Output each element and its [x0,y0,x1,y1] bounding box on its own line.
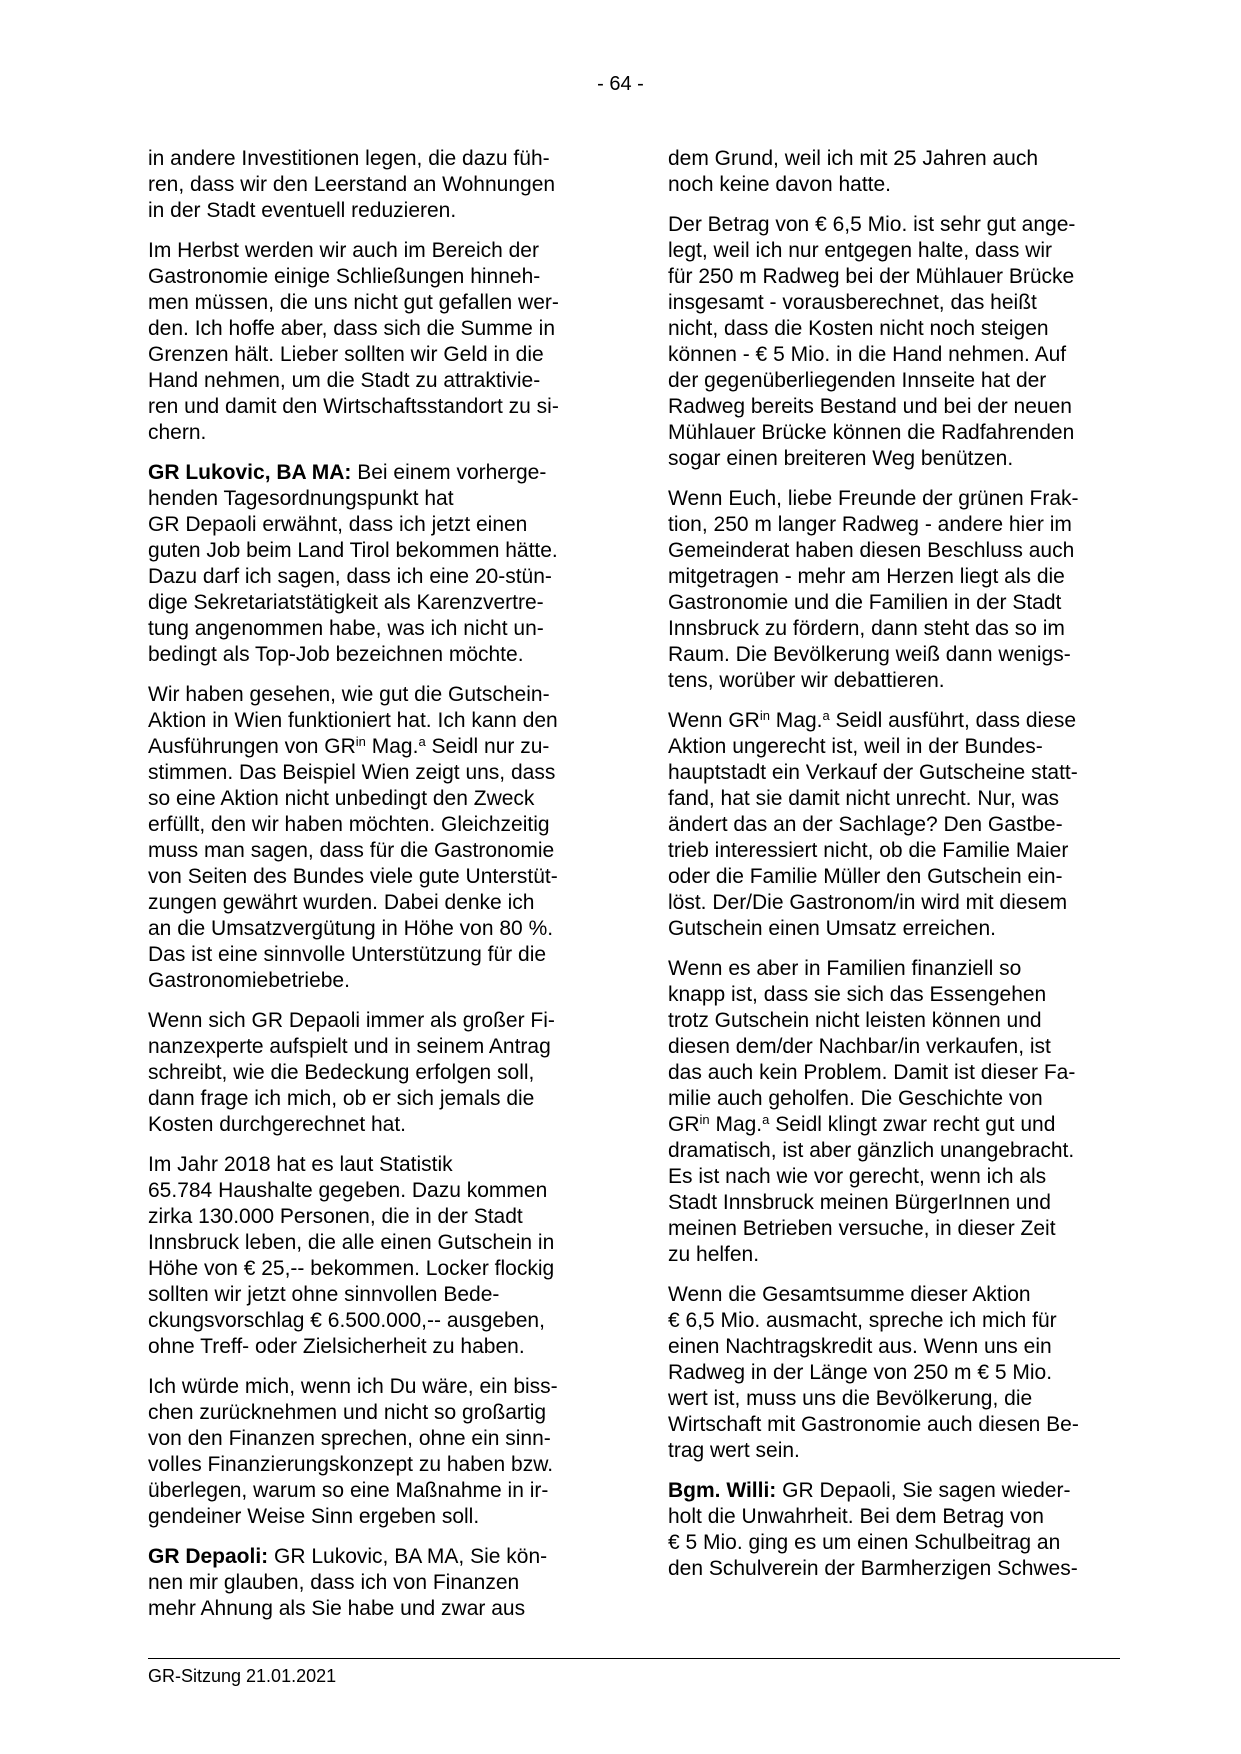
text-line: löst. Der/Die Gastronom/in wird mit diesem [668,891,1068,914]
text-line: Hand nehmen, um die Stadt zu attraktivie- [148,369,541,392]
paragraph [148,1008,600,1138]
text-line: Gemeinderat haben diesen Beschluss auch [668,539,1075,562]
text-line: GR Depaoli erwähnt, dass ich jetzt einen [148,513,528,536]
footer-session-date: GR-Sitzung 21.01.2021 [148,1666,337,1686]
paragraph [148,682,600,994]
paragraph [668,486,1120,694]
text-line: Gutschein einen Umsatz erreichen. [668,917,996,940]
text-line: meinen Betrieben versuche, in dieser Zeit [668,1217,1056,1240]
text-span: Ausführungen von GR [148,735,356,758]
text-line: können - € 5 Mio. in die Hand nehmen. Auf [668,343,1067,366]
text-line: gendeiner Weise Sinn ergeben soll. [148,1505,480,1528]
text-line [148,734,600,760]
text-line: Wirtschaft mit Gastronomie auch diesen Be- [668,1413,1079,1436]
text-line [668,1478,1120,1504]
superscript: in [355,734,366,749]
text-line: dige Sekretariatstätigkeit als Karenzvertre- [148,591,544,614]
text-line: € 5 Mio. ging es um einen Schulbeitrag an [668,1531,1061,1554]
text-line: Raum. Die Bevölkerung weiß dann wenigs- [668,643,1071,666]
text-line: Mühlauer Brücke können die Radfahrenden [668,421,1075,444]
text-line: fand, hat sie damit nicht unrecht. Nur, was [668,787,1060,810]
text-line: einen Nachtragskredit aus. Wenn uns ein [668,1335,1052,1358]
text-line: schreibt, wie die Bedeckung erfolgen soll, [148,1061,535,1084]
text-line: Wenn es aber in Familien finanziell so [668,957,1022,980]
text-line: Wir haben gesehen, wie gut die Gutschein- [148,683,550,706]
text-line: Im Jahr 2018 hat es laut Statistik [148,1153,453,1176]
text-line: tung angenommen habe, was ich nicht un- [148,617,544,640]
text-line: so eine Aktion nicht unbedingt den Zweck [148,787,535,810]
text-line: guten Job beim Land Tirol bekommen hätte. [148,539,558,562]
text-line: bedingt als Top-Job bezeichnen möchte. [148,643,524,666]
text-line: 65.784 Haushalte gegeben. Dazu kommen [148,1179,548,1202]
text-line: überlegen, warum so eine Maßnahme in ir- [148,1479,549,1502]
text-line: Innsbruck zu fördern, dann steht das so im [668,617,1065,640]
text-line: dann frage ich mich, ob er sich jemals die [148,1087,535,1110]
text-line: Wenn die Gesamtsumme dieser Aktion [668,1283,1031,1306]
text-line: Gastronomie und die Familien in der Stadt [668,591,1062,614]
text-line [148,460,600,486]
text-line: an die Umsatzvergütung in Höhe von 80 %. [148,917,554,940]
paragraph [148,238,600,446]
text-line: milie auch geholfen. Die Geschichte von [668,1087,1043,1110]
text-line: mehr Ahnung als Sie habe und zwar aus [148,1597,526,1620]
text-line: Innsbruck leben, die alle einen Gutschein in [148,1231,555,1254]
text-line: ohne Treff- oder Zielsicherheit zu haben. [148,1335,525,1358]
text-line: Es ist nach wie vor gerecht, wenn ich als [668,1165,1047,1188]
text-line: insgesamt - vorausberechnet, das heißt [668,291,1037,314]
text-line: Im Herbst werden wir auch im Bereich der [148,239,539,262]
left-column [148,146,600,1636]
text-line: wert ist, muss uns die Bevölkerung, die [668,1387,1033,1410]
superscript: in [699,1112,710,1127]
text-span: Seidl ausführt, dass diese [829,709,1077,732]
paragraph [668,708,1120,942]
paragraph [148,146,600,224]
text-line: Ich würde mich, wenn ich Du wäre, ein biss- [148,1375,558,1398]
right-column [668,146,1120,1596]
superscript: a [822,708,830,723]
text-line: Wenn sich GR Depaoli immer als großer Fi- [148,1009,555,1032]
text-line: € 6,5 Mio. ausmacht, spreche ich mich für [668,1309,1057,1332]
text-span: Seidl klingt zwar recht gut und [769,1113,1056,1136]
text-span: Wenn GR [668,709,760,732]
text-line: Das ist eine sinnvolle Unterstützung für die [148,943,547,966]
text-line: nanzexperte aufspielt und in seinem Antrag [148,1035,551,1058]
text-span: Mag. [769,709,823,732]
text-line: oder die Familie Müller den Gutschein ein- [668,865,1063,888]
superscript: a [418,734,426,749]
text-line: tens, worüber wir debattieren. [668,669,945,692]
text-line: Gastronomiebetriebe. [148,969,350,992]
text-line: zungen gewährt wurden. Dabei denke ich [148,891,535,914]
speech-lukovic [148,460,600,668]
text-line: legt, weil ich nur entgegen halte, dass wir [668,239,1053,262]
text-span: Bei einem vorherge- [351,461,547,484]
text-span: GR [668,1113,700,1136]
text-span: GR Lukovic, BA MA, Sie kön- [268,1545,548,1568]
text-line: sollten wir jetzt ohne sinnvollen Bede- [148,1283,500,1306]
text-line: Radweg in der Länge von 250 m € 5 Mio. [668,1361,1053,1384]
text-line: tion, 250 m langer Radweg - andere hier im [668,513,1072,536]
text-span: Seidl nur zu- [425,735,550,758]
text-line: henden Tagesordnungspunkt hat [148,487,454,510]
text-line: der gegenüberliegenden Innseite hat der [668,369,1047,392]
text-line: trag wert sein. [668,1439,800,1462]
speaker-name: GR Lukovic, BA MA: [148,461,352,484]
text-line [668,1112,1120,1138]
text-line: ändert das an der Sachlage? Den Gastbe- [668,813,1063,836]
text-line: muss man sagen, dass für die Gastronomie [148,839,555,862]
text-line: knapp ist, dass sie sich das Essengehen [668,983,1047,1006]
speaker-name: GR Depaoli: [148,1545,269,1568]
text-line: das auch kein Problem. Damit ist dieser Fa- [668,1061,1076,1084]
text-line: den. Ich hoffe aber, dass sich die Summe in [148,317,556,340]
text-line: chen zurücknehmen und nicht so großartig [148,1401,547,1424]
text-line: zirka 130.000 Personen, die in der Stadt [148,1205,523,1228]
superscript: a [762,1112,770,1127]
paragraph [668,956,1120,1268]
speech-willi [668,1478,1120,1582]
text-line: nen mir glauben, dass ich von Finanzen [148,1571,520,1594]
text-line: von Seiten des Bundes viele gute Unterstüt- [148,865,558,888]
text-line: für 250 m Radweg bei der Mühlauer Brücke [668,265,1075,288]
text-line: stimmen. Das Beispiel Wien zeigt uns, dass [148,761,556,784]
text-line: chern. [148,421,207,444]
text-line: Dazu darf ich sagen, dass ich eine 20-stün- [148,565,552,588]
superscript: in [759,708,770,723]
text-line: volles Finanzierungskonzept zu haben bzw. [148,1453,554,1476]
text-line: men müssen, die uns nicht gut gefallen wer- [148,291,559,314]
text-line: in der Stadt eventuell reduzieren. [148,199,457,222]
text-line: ren und damit den Wirtschaftsstandort zu si- [148,395,559,418]
text-line: Stadt Innsbruck meinen BürgerInnen und [668,1191,1051,1214]
text-span: Mag. [709,1113,763,1136]
text-line: mitgetragen - mehr am Herzen liegt als die [668,565,1065,588]
text-line: noch keine davon hatte. [668,173,892,196]
text-span: Mag. [365,735,419,758]
text-line: Höhe von € 25,-- bekommen. Locker flockig [148,1257,555,1280]
paragraph [668,212,1120,472]
speech-depaoli [148,1544,600,1622]
text-line: holt die Unwahrheit. Bei dem Betrag von [668,1505,1044,1528]
text-span: GR Depaoli, Sie sagen wieder- [776,1479,1071,1502]
text-line: trotz Gutschein nicht leisten können und [668,1009,1042,1032]
text-line: zu helfen. [668,1243,760,1266]
footer-divider [148,1658,1120,1659]
text-line: trieb interessiert nicht, ob die Familie Maier [668,839,1069,862]
text-line: ckungsvorschlag € 6.500.000,-- ausgeben, [148,1309,545,1332]
text-line: erfüllt, den wir haben möchten. Gleichzeitig [148,813,550,836]
text-line: Wenn Euch, liebe Freunde der grünen Frak- [668,487,1079,510]
text-line: Grenzen hält. Lieber sollten wir Geld in die [148,343,544,366]
text-line: Aktion in Wien funktioniert hat. Ich kann den [148,709,558,732]
text-line: dramatisch, ist aber gänzlich unangebracht. [668,1139,1075,1162]
text-line: hauptstadt ein Verkauf der Gutscheine statt- [668,761,1078,784]
text-line [148,1544,600,1570]
text-line: ren, dass wir den Leerstand an Wohnungen [148,173,556,196]
text-line: diesen dem/der Nachbar/in verkaufen, ist [668,1035,1051,1058]
text-line: in andere Investitionen legen, die dazu füh- [148,147,550,170]
text-line: den Schulverein der Barmherzigen Schwes- [668,1557,1078,1580]
text-line: von den Finanzen sprechen, ohne ein sinn- [148,1427,551,1450]
text-line [668,708,1120,734]
text-line: dem Grund, weil ich mit 25 Jahren auch [668,147,1039,170]
paragraph [668,1282,1120,1464]
page-number: - 64 - [597,73,644,95]
paragraph [148,1374,600,1530]
text-line: Aktion ungerecht ist, weil in der Bundes- [668,735,1043,758]
text-line: Gastronomie einige Schließungen hinneh- [148,265,541,288]
text-line: Radweg bereits Bestand und bei der neuen [668,395,1072,418]
speaker-name: Bgm. Willi: [668,1479,777,1502]
paragraph [668,146,1120,198]
text-line: Kosten durchgerechnet hat. [148,1113,407,1136]
text-line: nicht, dass die Kosten nicht noch steigen [668,317,1049,340]
text-line: sogar einen breiteren Weg benützen. [668,447,1014,470]
paragraph [148,1152,600,1360]
text-line: Der Betrag von € 6,5 Mio. ist sehr gut ange- [668,213,1076,236]
